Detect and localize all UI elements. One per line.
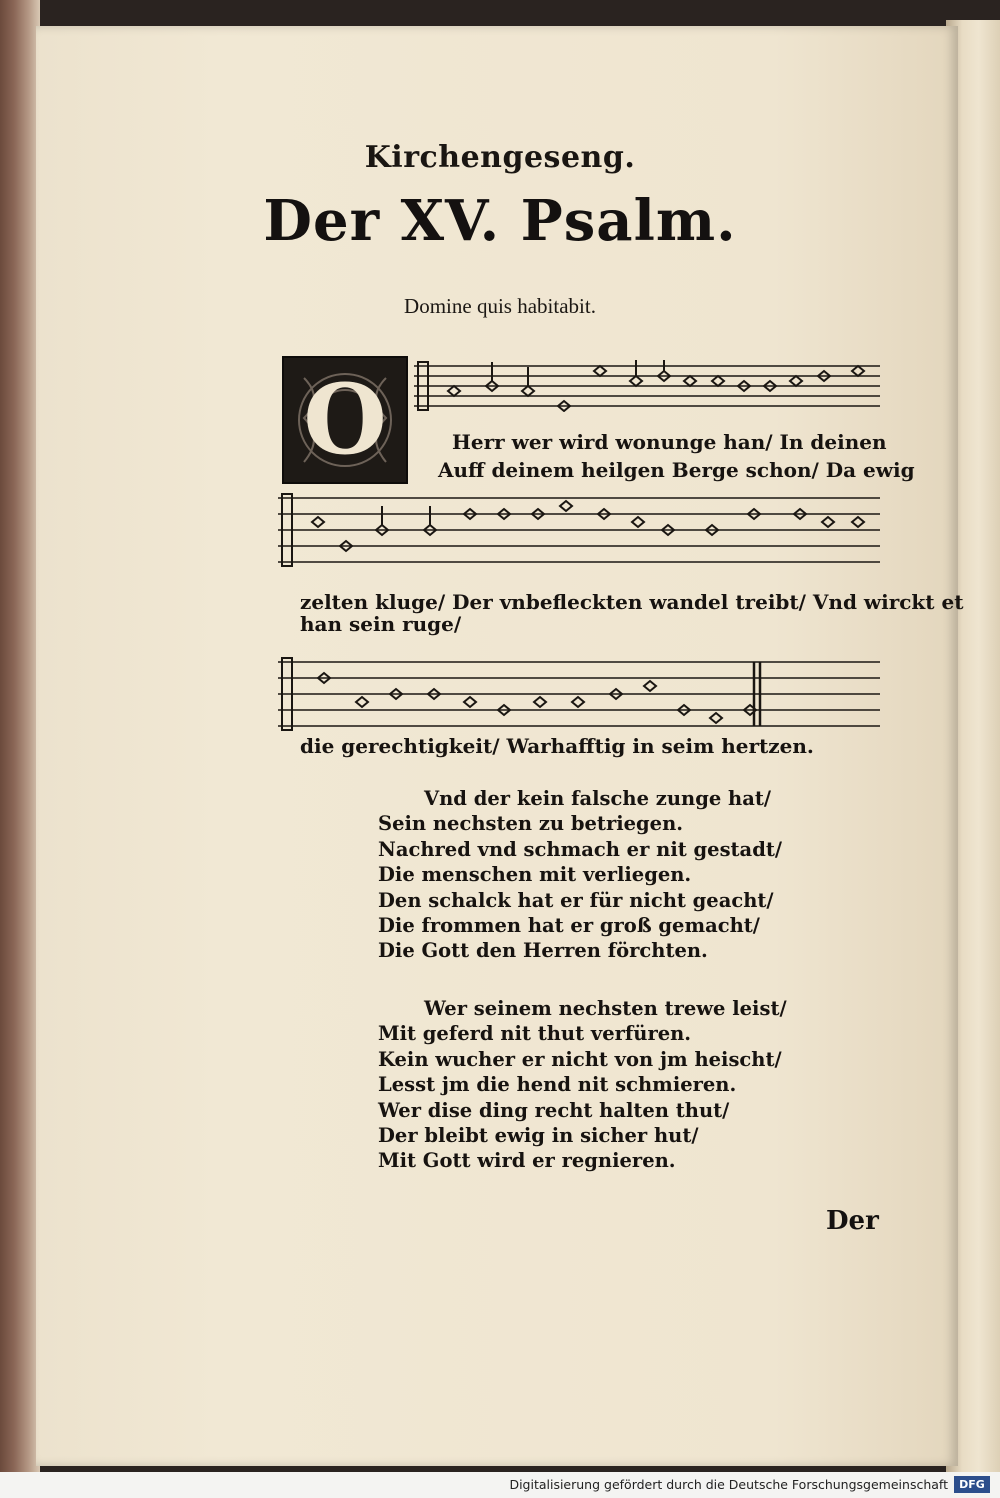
note-icon bbox=[312, 517, 324, 527]
note-icon bbox=[632, 517, 644, 527]
verse-line: Die Gott den Herren förchten. bbox=[378, 939, 708, 963]
note-icon bbox=[712, 376, 724, 386]
note-icon bbox=[522, 386, 534, 396]
verse-line: Sein nechsten zu betriegen. bbox=[378, 812, 684, 836]
note-icon bbox=[852, 517, 864, 527]
footer-credit: Digitalisierung gefördert durch die Deutsche Forschungsgemeinschaft bbox=[509, 1477, 948, 1492]
music-staff-2 bbox=[278, 492, 880, 572]
music-staff-1 bbox=[414, 360, 880, 412]
footer-bar bbox=[0, 1472, 1000, 1498]
lyric-line: han sein ruge/ bbox=[300, 612, 462, 636]
verse-line: Wer dise ding recht halten thut/ bbox=[378, 1098, 730, 1122]
psalm-subtitle: Domine quis habitabit. bbox=[404, 294, 596, 318]
note-icon bbox=[464, 697, 476, 707]
note-icon bbox=[560, 501, 572, 511]
initial-letter: O bbox=[303, 363, 387, 476]
verse-line: Nachred vnd schmach er nit gestadt/ bbox=[378, 837, 782, 861]
note-icon bbox=[356, 697, 368, 707]
verse-2 bbox=[378, 786, 782, 964]
verse-line: Mit geferd nit thut verfüren. bbox=[378, 1022, 692, 1046]
note-icon bbox=[630, 376, 642, 386]
verse-line: Der bleibt ewig in sicher hut/ bbox=[378, 1124, 699, 1148]
verse-3 bbox=[378, 996, 787, 1174]
note-icon bbox=[822, 517, 834, 527]
note-icon bbox=[594, 366, 606, 376]
note-icon bbox=[572, 697, 584, 707]
note-icon bbox=[448, 386, 460, 396]
decorated-initial bbox=[282, 356, 408, 484]
verse-line: Wer seinem nechsten trewe leist/ bbox=[424, 997, 787, 1020]
verse-line: Den schalck hat er für nicht geacht/ bbox=[378, 888, 774, 912]
verse-line: Lesst jm die hend nit schmieren. bbox=[378, 1073, 737, 1097]
lyric-line: zelten kluge/ Der vnbefleckten wandel treibt/ Vnd wirckt et bbox=[300, 590, 964, 614]
note-icon bbox=[534, 697, 546, 707]
verse-line: Vnd der kein falsche zunge hat/ bbox=[424, 787, 771, 810]
lyric-line: die gerechtigkeit/ Warhafftig in seim hertzen. bbox=[300, 734, 814, 758]
verse-line: Kein wucher er nicht von jm heischt/ bbox=[378, 1047, 782, 1071]
note-icon bbox=[644, 681, 656, 691]
verse-line: Die menschen mit verliegen. bbox=[378, 863, 692, 887]
music-staff-3 bbox=[278, 654, 880, 734]
note-icon bbox=[852, 366, 864, 376]
verse-line: Mit Gott wird er regnieren. bbox=[378, 1149, 676, 1173]
catchword: Der bbox=[826, 1206, 879, 1236]
lyric-line: Herr wer wird wonunge han/ In deinen bbox=[452, 430, 887, 454]
note-icon bbox=[710, 713, 722, 723]
lyric-line: Auff deinem heilgen Berge schon/ Da ewig bbox=[438, 458, 915, 482]
verse-line: Die frommen hat er groß gemacht/ bbox=[378, 914, 760, 938]
note-icon bbox=[790, 376, 802, 386]
running-head: Kirchengeseng. bbox=[364, 140, 636, 175]
note-icon bbox=[684, 376, 696, 386]
dfg-logo: DFG bbox=[954, 1476, 990, 1493]
psalm-title: Der XV. Psalm. bbox=[263, 188, 737, 254]
